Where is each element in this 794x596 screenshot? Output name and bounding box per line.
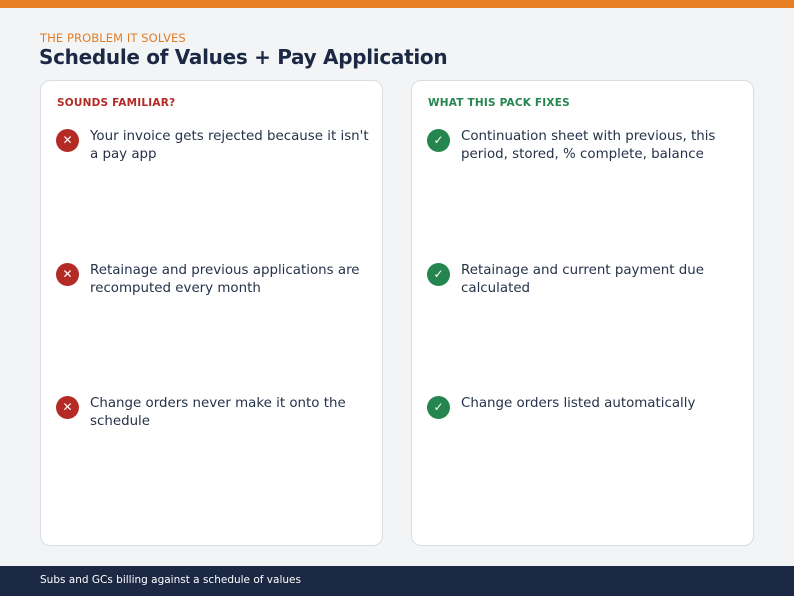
problem-text: Your invoice gets rejected because it isn't a pay app: [90, 129, 369, 162]
footer-text: Subs and GCs billing against a schedule of values: [40, 574, 301, 586]
check-icon: ✓: [427, 263, 450, 286]
x-icon: ✕: [56, 396, 79, 419]
top-accent-bar: [0, 0, 794, 8]
x-icon: ✕: [56, 263, 79, 286]
fix-text: Continuation sheet with previous, this period, stored, % complete, balance: [461, 129, 716, 162]
fix-text: Retainage and current payment due calculated: [461, 263, 704, 296]
problem-text: Retainage and previous applications are recomputed every month: [90, 263, 360, 296]
fixes-heading: WHAT THIS PACK FIXES: [428, 97, 570, 109]
x-icon: ✕: [56, 129, 79, 152]
check-icon: ✓: [427, 129, 450, 152]
page-title: Schedule of Values + Pay Application: [39, 45, 448, 69]
footer-bar: [0, 566, 794, 596]
section-eyebrow: THE PROBLEM IT SOLVES: [40, 31, 186, 45]
problems-heading: SOUNDS FAMILIAR?: [57, 97, 176, 109]
problems-card: [40, 80, 383, 546]
fixes-card: [411, 80, 754, 546]
problem-text: Change orders never make it onto the schedule: [90, 396, 346, 429]
check-icon: ✓: [427, 396, 450, 419]
fix-text: Change orders listed automatically: [461, 396, 696, 411]
